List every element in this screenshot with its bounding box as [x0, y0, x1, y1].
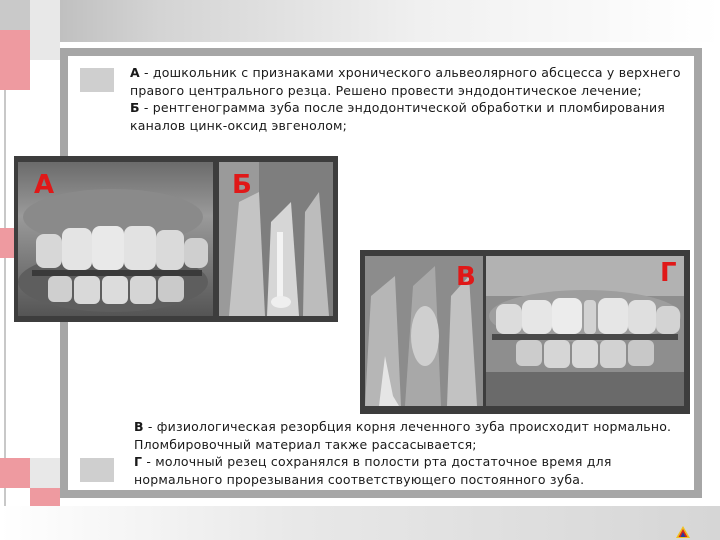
corner-square-light: [30, 0, 60, 30]
description-b-text: - рентгенограмма зуба после эндодонтической обработки и пломбирования каналов цинк-оксид эвгенолом;: [130, 100, 666, 133]
top-bullet-square: [80, 68, 114, 92]
bottom-bullet-square: [80, 458, 114, 482]
description-v: [134, 418, 694, 453]
description-v-text: - физиологическая резорбция корня леченного зуба происходит нормально. Пломбировочный материал также рассасывается;: [134, 419, 672, 452]
corner-square-pink: [0, 30, 30, 60]
top-description: [130, 64, 690, 134]
corner-square-grey: [0, 0, 30, 30]
image-label-g: Г: [660, 258, 677, 288]
description-a: [130, 64, 690, 99]
corner-square-light: [30, 30, 60, 60]
photo-g-teeth: [486, 256, 684, 406]
description-g: [134, 453, 694, 488]
description-a-text: - дошкольник с признаками хронического альвеолярного абсцесса у верхнего правого центрального резца. Решено провести эндодонтическое лечение;: [130, 65, 681, 98]
image-label-a: А: [34, 170, 55, 200]
bottom-description: [134, 418, 694, 488]
label-a-text: А: [130, 65, 140, 80]
description-g-text: - молочный резец сохранялся в полости рта достаточное время для нормального прорезывания соответствующего постоянного зуба.: [134, 454, 612, 487]
label-b-text: Б: [130, 100, 140, 115]
image-label-v: В: [456, 262, 476, 292]
description-b: [130, 99, 690, 134]
label-g-text: Г: [134, 454, 143, 469]
top-decorative-band: [0, 0, 720, 42]
image-panel-ab: [14, 156, 338, 322]
bottom-decorative-band: [0, 506, 720, 540]
left-square-light: [30, 458, 60, 488]
logo-triangle-icon: [676, 526, 690, 538]
label-v-text: В: [134, 419, 144, 434]
image-label-b: Б: [232, 170, 252, 200]
left-square-pink: [0, 60, 30, 90]
image-panel-vg: [360, 250, 690, 414]
left-square-pink: [0, 458, 30, 488]
